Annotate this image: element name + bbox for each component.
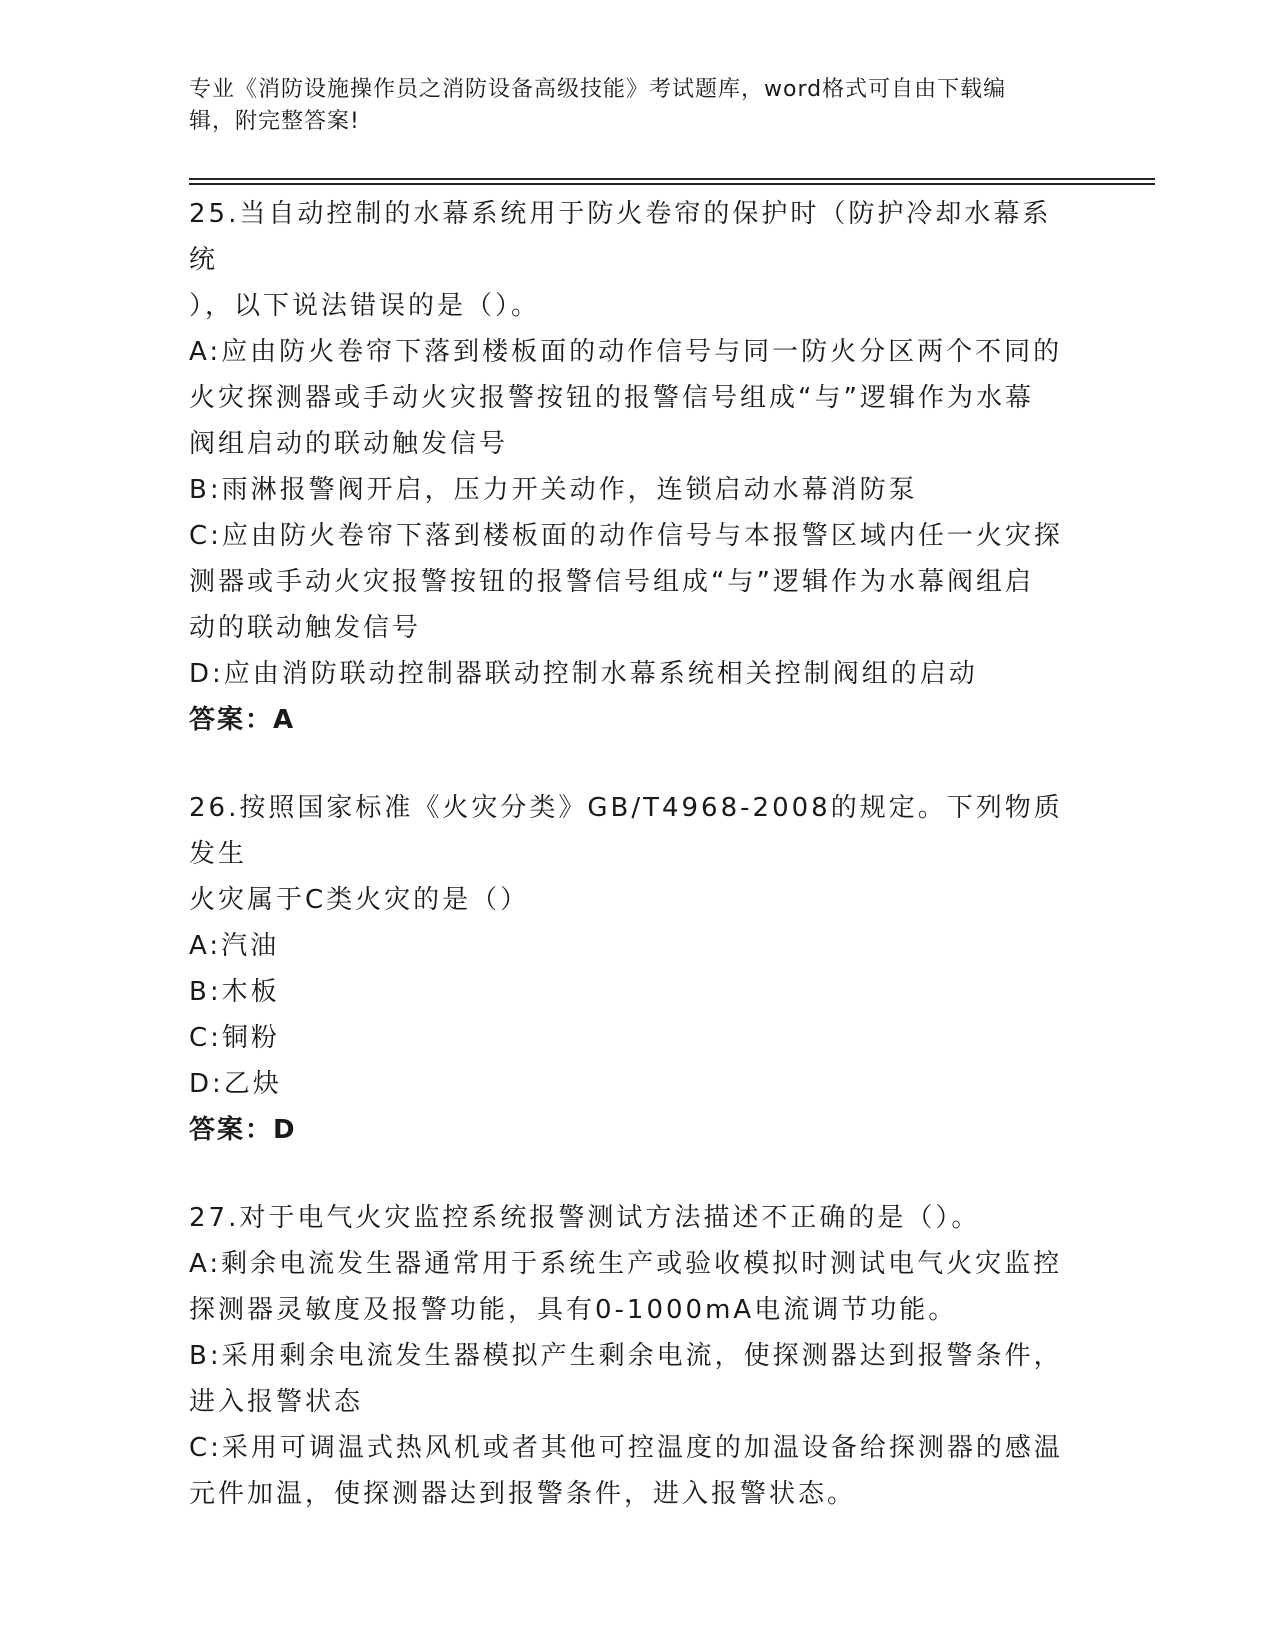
header-line-2: 辑，附完整答案! <box>189 109 360 134</box>
option-a-cont: 探测器灵敏度及报警功能，具有0-1000mA电流调节功能。 <box>189 1295 958 1325</box>
option-a: A:应由防火卷帘下落到楼板面的动作信号与同一防火分区两个不同的 <box>189 337 1063 367</box>
question-stem-line: ），以下说法错误的是（）。 <box>189 291 541 321</box>
option-d: D:乙炔 <box>189 1069 282 1099</box>
answer-label: 答案：A <box>189 705 296 735</box>
question-26 <box>189 785 1079 1153</box>
document-header <box>189 74 1079 138</box>
question-25 <box>189 191 1079 743</box>
option-c: C:铜粉 <box>189 1023 280 1053</box>
header-divider-top <box>189 178 1155 180</box>
option-b-cont: 进入报警状态 <box>189 1387 364 1417</box>
option-a-cont: 火灾探测器或手动火灾报警按钮的报警信号组成“与”逻辑作为水幕 <box>189 383 1034 413</box>
answer-label: 答案：D <box>189 1115 297 1145</box>
option-c-cont: 测器或手动火灾报警按钮的报警信号组成“与”逻辑作为水幕阀组启 <box>189 567 1034 597</box>
option-d: D:应由消防联动控制器联动控制水幕系统相关控制阀组的启动 <box>189 659 978 689</box>
option-b: B:木板 <box>189 977 280 1007</box>
question-27 <box>189 1195 1079 1517</box>
option-a: A:汽油 <box>189 931 280 961</box>
header-divider-bottom <box>189 183 1155 185</box>
question-stem-line: 26.按照国家标准《火灾分类》GB/T4968-2008的规定。下列物质发生 <box>189 793 1063 869</box>
question-list <box>189 191 1079 1559</box>
option-c: C:采用可调温式热风机或者其他可控温度的加温设备给探测器的感温 <box>189 1433 1063 1463</box>
header-line-1: 专业《消防设施操作员之消防设备高级技能》考试题库，word格式可自由下载编 <box>189 77 1007 102</box>
question-stem-line: 火灾属于C类火灾的是（） <box>189 885 530 915</box>
question-stem-line: 27.对于电气火灾监控系统报警测试方法描述不正确的是（）。 <box>189 1203 981 1233</box>
option-a: A:剩余电流发生器通常用于系统生产或验收模拟时测试电气火灾监控 <box>189 1249 1063 1279</box>
question-stem-line: 25.当自动控制的水幕系统用于防火卷帘的保护时（防护冷却水幕系统 <box>189 199 1052 275</box>
option-c-cont: 动的联动触发信号 <box>189 613 422 643</box>
option-b: B:采用剩余电流发生器模拟产生剩余电流，使探测器达到报警条件， <box>189 1341 1063 1371</box>
option-c-cont: 元件加温，使探测器达到报警条件，进入报警状态。 <box>189 1479 857 1509</box>
option-a-cont: 阀组启动的联动触发信号 <box>189 429 509 459</box>
option-b: B:雨淋报警阀开启，压力开关动作，连锁启动水幕消防泵 <box>189 475 918 505</box>
option-c: C:应由防火卷帘下落到楼板面的动作信号与本报警区域内任一火灾探 <box>189 521 1063 551</box>
